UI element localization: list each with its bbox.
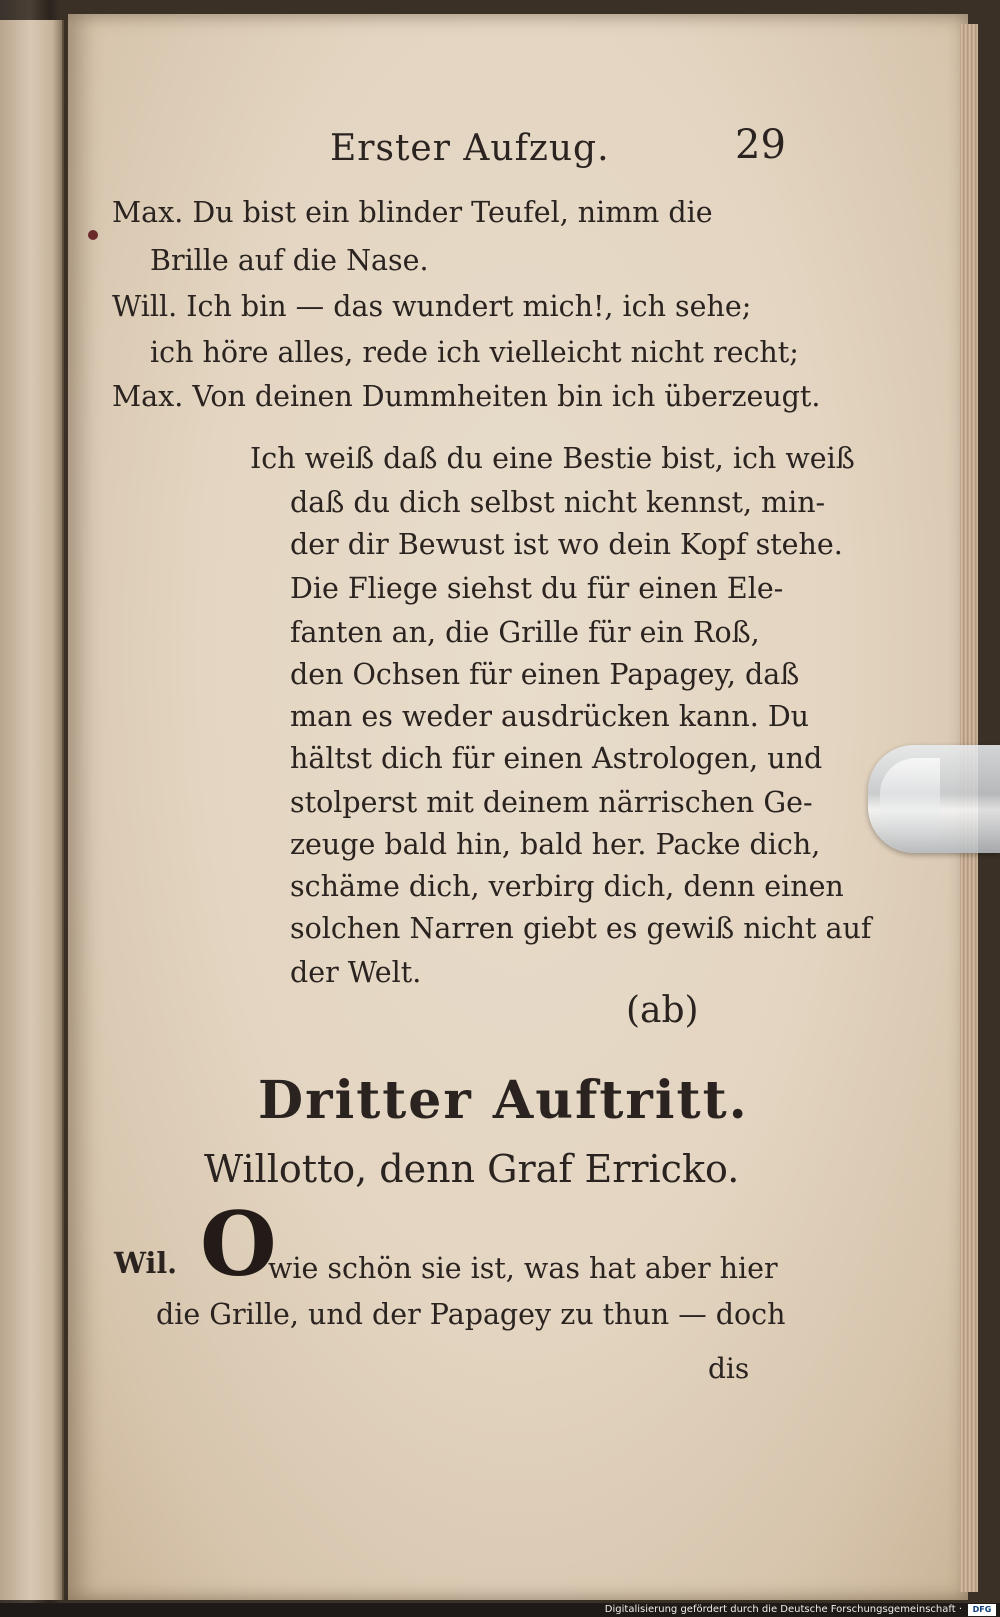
- speech-line: Ich weiß daß du eine Bestie bist, ich weiß: [250, 442, 855, 475]
- footer-bar: [0, 1603, 1000, 1617]
- speech-line: man es weder ausdrücken kann. Du: [290, 700, 810, 733]
- dialogue-line: Will. Ich bin — das wundert mich!, ich sehe;: [112, 290, 752, 323]
- speech-line: fanten an, die Grille für ein Roß,: [290, 616, 760, 649]
- dialogue-line: Max. Von deinen Dummheiten bin ich überzeugt.: [112, 380, 821, 413]
- catchword: dis: [708, 1352, 750, 1385]
- page-clip-highlight: [880, 758, 940, 842]
- final-line: die Grille, und der Papagey zu thun — doch: [156, 1298, 786, 1331]
- footer-credit: Digitalisierung gefördert durch die Deutsche Forschungsgemeinschaft ·: [604, 1604, 962, 1615]
- dialogue-line: Max. Du bist ein blinder Teufel, nimm die: [112, 196, 713, 229]
- final-speaker: Wil.: [114, 1246, 178, 1280]
- running-header: Erster Aufzug.: [330, 128, 610, 169]
- speech-line: stolperst mit deinem närrischen Ge-: [290, 786, 813, 819]
- dialogue-line: Brille auf die Nase.: [150, 244, 429, 277]
- speech-line: Die Fliege siehst du für einen Ele-: [290, 572, 784, 605]
- dfg-logo: DFG: [968, 1604, 996, 1616]
- dialogue-line: ich höre alles, rede ich vielleicht nicht recht;: [150, 336, 799, 369]
- page-number: 29: [735, 122, 786, 168]
- speech-line: schäme dich, verbirg dich, denn einen: [290, 870, 844, 903]
- ink-spot: [88, 230, 98, 240]
- speech-line: solchen Narren giebt es gewiß nicht auf: [290, 912, 872, 945]
- speech-line: zeuge bald hin, bald her. Packe dich,: [290, 828, 821, 861]
- left-page-edge: [0, 20, 64, 1600]
- drop-cap-initial: O: [200, 1192, 277, 1296]
- speech-line: der dir Bewust ist wo dein Kopf stehe.: [290, 528, 843, 561]
- speech-line: hältst dich für einen Astrologen, und: [290, 742, 823, 775]
- speech-line: den Ochsen für einen Papagey, daß: [290, 658, 800, 691]
- stage-direction: (ab): [626, 990, 699, 1031]
- scene-title: Dritter Auftritt.: [258, 1070, 749, 1131]
- speech-line: daß du dich selbst nicht kennst, min-: [290, 486, 826, 519]
- final-line: wie schön sie ist, was hat aber hier: [268, 1252, 778, 1285]
- speech-line: der Welt.: [290, 956, 422, 989]
- scene-persons: Willotto, denn Graf Erricko.: [204, 1147, 740, 1191]
